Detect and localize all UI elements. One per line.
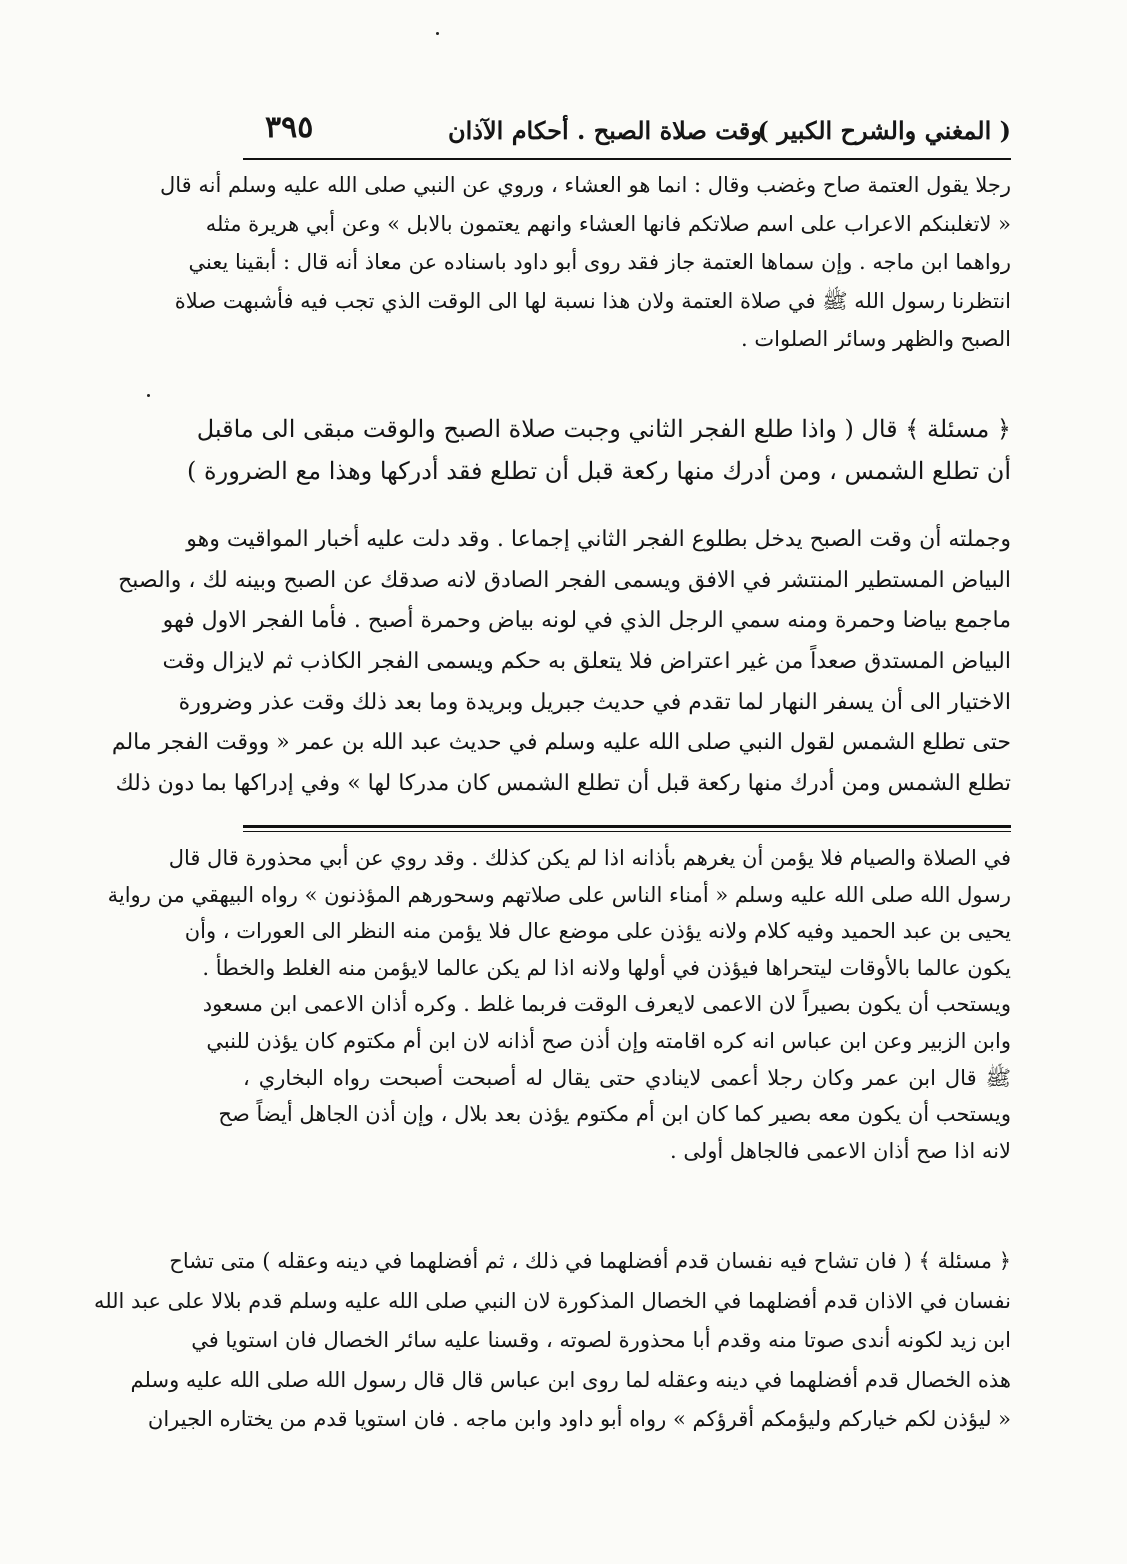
text-line: ﴿ مسئلة ﴾ ( فان تشاح فيه نفسان قدم أفضلهما في ذلك ، ثم أفضلهما في دينه وعقله ) متى تشاح [169,1249,1011,1273]
section-title: وقت صلاة الصبح . أحكام الآذان [448,116,762,145]
text-line: البياض المستطير المنتشر في الافق ويسمى الفجر الصادق لانه صدقك عن الصبح وبينه لك ، والصبح [118,567,1011,593]
header-rule [243,158,1011,160]
text-line: ابن زيد لكونه أندى صوتا منه وقدم أبا محذورة لصوته ، وقسنا عليه سائر الخصال فان استويا في [191,1328,1011,1352]
text-line: الصبح والظهر وسائر الصلوات . [741,327,1011,352]
text-line: يكون عالما بالأوقات ليتحراها فيؤذن في أولها ولانه اذا لم يكن عالما لايؤمن منه الغلط والخطأ . [202,955,1011,980]
text-line: الاختيار الى أن يسفر النهار لما تقدم في حديث جبريل وبريدة وما بعد ذلك وقت عذر وضرورة [178,689,1011,715]
running-header [243,112,1011,154]
text-line: تطلع الشمس ومن أدرك منها ركعة قبل أن تطلع الشمس كان مدركا لها » وفي إدراكها بما دون ذلك [115,771,1011,797]
book-title: ( المغني والشرح الكبير ) [757,116,1011,145]
text-line: لانه اذا صح أذان الاعمى فالجاهل أولى . [670,1138,1011,1163]
lower-paragraph-1 [107,840,1011,1169]
section-divider-thin [243,831,1011,832]
text-line: ﴿ مسئلة ﴾ قال ( واذا طلع الفجر الثاني وجبت صلاة الصبح والوقت مبقى الى ماقبل [196,415,1011,443]
upper-paragraph-1 [160,166,1011,359]
upper-paragraph-2 [111,520,1011,805]
text-line: هذه الخصال قدم أفضلهما في دينه وعقله لما روى ابن عباس قال قال رسول الله صلى الله عليه وسلم [130,1367,1011,1392]
print-speck [436,32,439,35]
lower-paragraph-2 [93,1242,1011,1440]
text-line: حتى تطلع الشمس لقول النبي صلى الله عليه وسلم في حديث عبد الله بن عمر « ووقت الفجر مالم [111,730,1011,756]
text-line: « ليؤذن لكم خياركم وليؤمكم أقرؤكم » رواه أبو داود وابن ماجه . فان استويا قدم من يختاره الجيران [147,1407,1011,1431]
text-line: يحيى بن عبد الحميد وفيه كلام ولانه يؤذن على موضع عال فلا يؤمن منه النظر الى العورات ، وأن [184,919,1011,944]
print-speck [147,394,150,397]
text-line: نفسان في الاذان قدم أفضلهما في الخصال المذكورة لان النبي صلى الله عليه وسلم قدم بلالا على عبد الله [93,1288,1011,1313]
text-line: رسول الله صلى الله عليه وسلم « أمناء الناس على صلاتهم وسحورهم المؤذنون » رواه البيهقي من رواية [107,882,1011,907]
text-line: « لاتغلبنكم الاعراب على اسم صلاتكم فانها العشاء وانهم يعتمون بالابل » وعن أبي هريرة مثله [205,211,1011,236]
text-line: رواهما ابن ماجه . وإن سماها العتمة جاز فقد روى أبو داود باسناده عن معاذ أنه قال : أبقينا يعني [188,250,1011,275]
text-line: البياض المستدق صعداً من غير اعتراض فلا يتعلق به حكم ويسمى الفجر الكاذب ثم لايزال وقت [162,649,1011,675]
text-line: في الصلاة والصيام فلا يؤمن أن يغرهم بأذانه اذا لم يكن كذلك . وقد روي عن أبي محذورة قال قال [168,846,1011,870]
text-line: رجلا يقول العتمة صاح وغضب وقال : انما هو العشاء ، وروي عن النبي صلى الله عليه وسلم أنه قال [160,173,1011,197]
masala-paragraph [187,408,1011,492]
text-line: انتظرنا رسول الله ﷺ في صلاة العتمة ولان هذا نسبة لها الى الوقت الذي تجب فيه فأشبهت صلاة [174,288,1011,313]
text-line: ويستحب أن يكون معه بصير كما كان ابن أم مكتوم يؤذن بعد بلال ، وإن أذن الجاهل أيضاً صح [218,1102,1011,1127]
section-divider [243,825,1011,828]
page-number: ٣٩٥ [265,110,314,145]
text-line: وابن الزبير وعن ابن عباس انه كره اقامته وإن أذن صح أذانه لان ابن أم مكتوم كان يؤذن للنبي [206,1028,1011,1053]
text-line: ويستحب أن يكون بصيراً لان الاعمى لايعرف الوقت فربما غلط . وكره أذان الاعمى ابن مسعود [202,992,1011,1017]
text-line: ﷺ قال ابن عمر وكان رجلا أعمى لاينادي حتى يقال له أصبحت أصبحت رواه البخاري ، [243,1065,1011,1090]
text-line: أن تطلع الشمس ، ومن أدرك منها ركعة قبل أن تطلع فقد أدركها وهذا مع الضرورة ) [187,457,1011,485]
text-line: ماجمع بياضا وحمرة ومنه سمي الرجل الذي في لونه بياض وحمرة أصبح . فأما الفجر الاول فهو [162,608,1011,634]
text-line: وجملته أن وقت الصبح يدخل بطلوع الفجر الثاني إجماعا . وقد دلت عليه أخبار المواقيت وهو [186,527,1011,552]
